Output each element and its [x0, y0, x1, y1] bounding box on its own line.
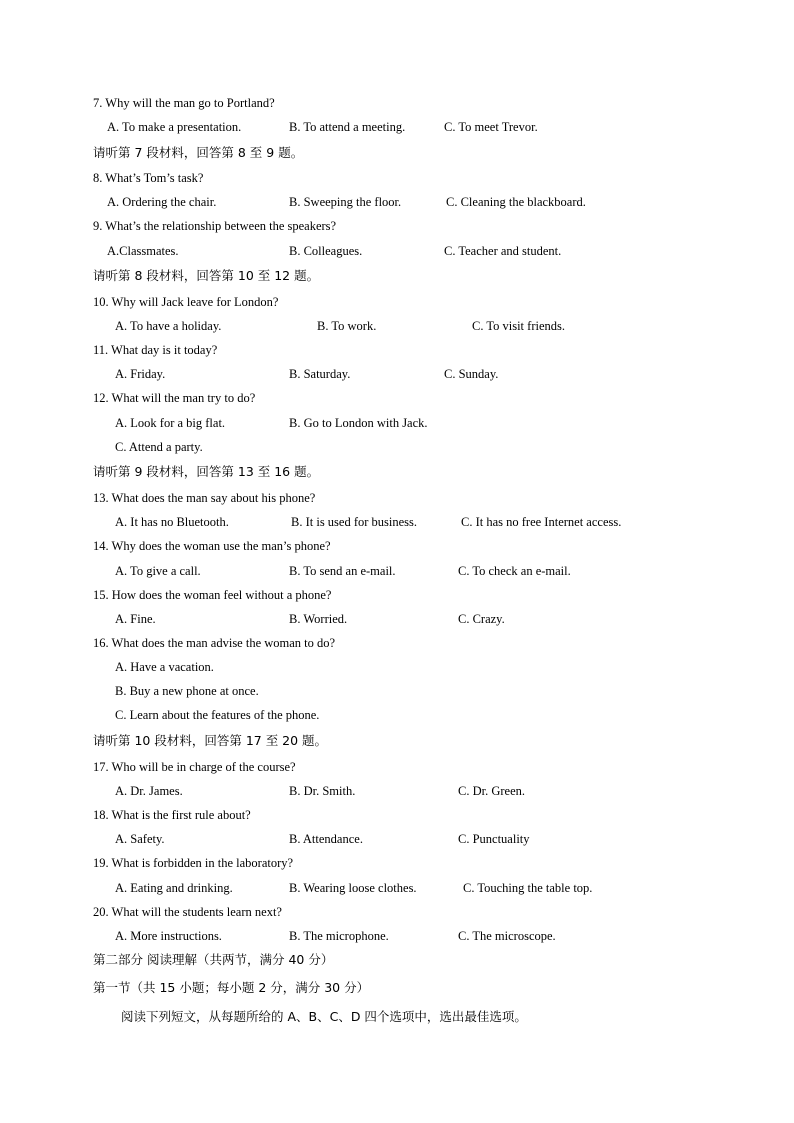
- option-a: C. Attend a party.: [115, 440, 203, 454]
- question-stem: 11. What day is it today?: [93, 343, 218, 357]
- question-stem: 18. What is the first rule about?: [93, 808, 251, 822]
- question-stem: 17. Who will be in charge of the course?: [93, 760, 296, 774]
- option-c: C. Dr. Green.: [458, 784, 525, 798]
- option-a: A. To make a presentation.: [107, 120, 242, 134]
- option-a: A. More instructions.: [115, 929, 222, 943]
- option-c: C. Teacher and student.: [444, 244, 562, 258]
- question-stem: 8. What’s Tom’s task?: [93, 171, 204, 185]
- option-b: B. Wearing loose clothes.: [289, 881, 417, 895]
- option-b: B. Sweeping the floor.: [289, 195, 402, 209]
- option-b: B. Dr. Smith.: [289, 784, 356, 798]
- option-c: C. Punctuality: [458, 832, 530, 846]
- option-a: A. Ordering the chair.: [107, 195, 217, 209]
- option-a: A. Fine.: [115, 612, 156, 626]
- option-a: C. Learn about the features of the phone.: [115, 708, 320, 722]
- option-c: C. To check an e-mail.: [458, 564, 571, 578]
- question-stem: 9. What’s the relationship between the speakers?: [93, 219, 337, 233]
- question-stem: 12. What will the man try to do?: [93, 391, 256, 405]
- option-b: B. Worried.: [289, 612, 348, 626]
- option-a: A.Classmates.: [107, 244, 179, 258]
- section-instruction: 请听第 8 段材料，回答第 10 至 12 题。: [93, 268, 320, 283]
- option-a: A. Safety.: [115, 832, 165, 846]
- option-a: A. Look for a big flat.: [115, 416, 226, 430]
- option-b: B. Colleagues.: [289, 244, 363, 258]
- question-stem: 13. What does the man say about his phone?: [93, 491, 316, 505]
- option-a: B. Buy a new phone at once.: [115, 684, 259, 698]
- option-c: C. It has no free Internet access.: [461, 515, 622, 529]
- option-b: B. To work.: [317, 319, 377, 333]
- option-b: B. To send an e-mail.: [289, 564, 396, 578]
- section-instruction: 请听第 7 段材料，回答第 8 至 9 题。: [93, 145, 304, 160]
- option-a: A. To have a holiday.: [115, 319, 222, 333]
- option-a: A. To give a call.: [115, 564, 201, 578]
- option-b: B. Attendance.: [289, 832, 363, 846]
- option-b: B. Saturday.: [289, 367, 351, 381]
- option-c: C. Sunday.: [444, 367, 499, 381]
- option-a: A. Eating and drinking.: [115, 881, 233, 895]
- option-b: B. The microphone.: [289, 929, 389, 943]
- section-instruction: 第二部分 阅读理解（共两节，满分 40 分）: [93, 952, 334, 967]
- option-b: B. Go to London with Jack.: [289, 416, 428, 430]
- option-c: C. To meet Trevor.: [444, 120, 538, 134]
- option-c: C. Touching the table top.: [463, 881, 593, 895]
- question-stem: 19. What is forbidden in the laboratory?: [93, 856, 294, 870]
- question-stem: 15. How does the woman feel without a phone?: [93, 588, 332, 602]
- question-stem: 10. Why will Jack leave for London?: [93, 295, 279, 309]
- option-c: C. Cleaning the blackboard.: [446, 195, 586, 209]
- option-c: C. To visit friends.: [472, 319, 565, 333]
- option-a: A. Dr. James.: [115, 784, 183, 798]
- option-c: C. The microscope.: [458, 929, 556, 943]
- question-stem: 14. Why does the woman use the man’s phone?: [93, 539, 331, 553]
- section-instruction: 阅读下列短文，从每题所给的 A、B、C、D 四个选项中，选出最佳选项。: [121, 1009, 527, 1024]
- section-instruction: 第一节（共 15 小题；每小题 2 分，满分 30 分）: [93, 980, 370, 995]
- section-instruction: 请听第 10 段材料，回答第 17 至 20 题。: [93, 733, 328, 748]
- option-a: A. Friday.: [115, 367, 166, 381]
- option-a: A. It has no Bluetooth.: [115, 515, 229, 529]
- option-c: C. Crazy.: [458, 612, 505, 626]
- option-a: A. Have a vacation.: [115, 660, 214, 674]
- question-stem: 7. Why will the man go to Portland?: [93, 96, 275, 110]
- section-instruction: 请听第 9 段材料，回答第 13 至 16 题。: [93, 464, 320, 479]
- option-b: B. It is used for business.: [291, 515, 418, 529]
- option-b: B. To attend a meeting.: [289, 120, 406, 134]
- question-stem: 16. What does the man advise the woman to do?: [93, 636, 336, 650]
- question-stem: 20. What will the students learn next?: [93, 905, 282, 919]
